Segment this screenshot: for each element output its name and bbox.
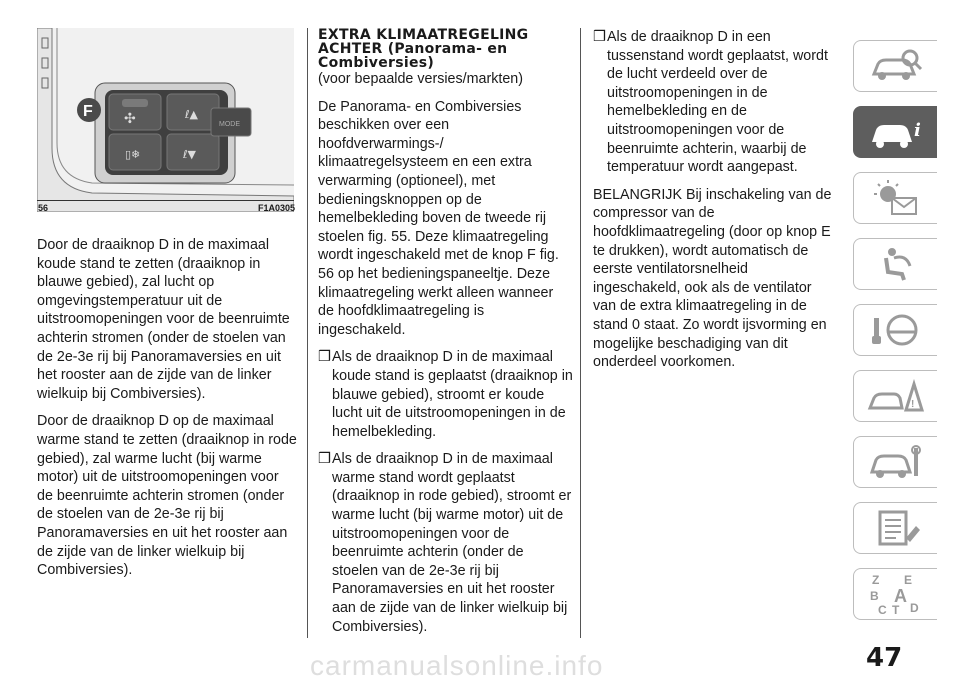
figure-code: F1A0305 — [258, 203, 296, 213]
car-info-icon — [866, 112, 926, 152]
list-item-text: Als de draaiknop D in de maximaal koude stand is geplaatst (draaiknop in blauwe gebied), stroomt er koude lucht uit de uitstroomopeningen in de hemelbekleding. — [332, 349, 573, 440]
index-letter: T — [891, 603, 899, 616]
figure-number: 56 — [38, 203, 49, 213]
car-breakdown-icon — [866, 376, 926, 416]
important-note: BELANGRIJK Bij inschakeling van de compressor van de hoofdklimaatregeling (door op knop E te drukken), wordt automatisch de eerste ventilatorsnelheid ingeschakeld, ook als de ventilator van de extra klimaatregeling in de stand 0 staat. Zo wordt ijsvorming en mogelijke beschadiging van dit onderdeel voorkomen. — [593, 186, 832, 371]
figure-control-panel — [37, 28, 294, 212]
column-1 — [37, 236, 297, 589]
svg-text:ℓ▲: ℓ▲ — [185, 108, 199, 121]
index-letter: C — [877, 603, 887, 616]
list-item — [318, 450, 573, 636]
control-panel-illustration — [37, 28, 294, 212]
car-service-icon — [866, 442, 926, 482]
page-number: 47 — [866, 643, 903, 673]
svg-text:▯❄: ▯❄ — [125, 148, 141, 161]
tab-emergency[interactable] — [853, 370, 937, 422]
figure-divider — [37, 200, 294, 201]
column-divider — [580, 28, 581, 638]
bullet-marker: ❒ — [318, 349, 331, 366]
index-letter: A — [893, 586, 907, 606]
intro-paragraph: De Panorama- en Combiversies beschikken over een hoofdverwarmings-/ klimaatregelsysteem en een extra verwarming (optioneel), met bedieningsknoppen op de hemelbekleding boven de tweede rij stoelen fig. 55. Deze klimaatregeling wordt ingeschakeld met de knop F fig. 56 op het bedieningspaneeltje. Deze klimaatregeling werkt alleen wanneer de hoofdklimaatregeling is ingeschakeld. — [318, 98, 559, 338]
svg-text:!: ! — [910, 399, 914, 410]
chapter-sidebar — [853, 40, 937, 634]
technical-data-icon — [866, 508, 926, 548]
section-subheading: (voor bepaalde versies/markten) — [318, 71, 524, 87]
index-letter: Z — [871, 573, 879, 587]
column-3 — [593, 28, 838, 381]
list-item — [318, 348, 573, 441]
index-letter: D — [909, 601, 919, 615]
column-2 — [318, 28, 573, 645]
steering-wheel-key-icon — [866, 310, 926, 350]
index-letter: B — [869, 589, 879, 603]
bullet-marker: ❒ — [318, 451, 331, 468]
tab-safety[interactable] — [853, 238, 937, 290]
column-divider — [307, 28, 308, 638]
tab-car-info[interactable] — [853, 106, 937, 158]
svg-text:ℓ▼: ℓ▼ — [183, 148, 197, 161]
callout-f: F — [83, 103, 93, 120]
seat-airbag-icon — [866, 244, 926, 284]
tab-technical-data[interactable] — [853, 502, 937, 554]
paragraph-warm: Door de draaiknop D op de maximaal warme stand te zetten (draaiknop in rode gebied), zal warme lucht (bij warme motor) uit de uitstroomopeningen voor de beenruimte achterin stromen (onder de stoelen van de 2e-3e rij bij Panoramaversies en uit het rooster aan de zijde van de linker wielkuip bij Combiversies). — [37, 413, 297, 579]
list-item — [593, 28, 838, 177]
tab-getting-to-know[interactable] — [853, 40, 937, 92]
svg-text:✣: ✣ — [124, 111, 136, 127]
alphabet-index-icon — [866, 572, 926, 616]
mode-button-label: MODE — [219, 121, 240, 128]
tab-warning-lights[interactable] — [853, 172, 937, 224]
tab-starting-driving[interactable] — [853, 304, 937, 356]
list-item-text: Als de draaiknop D in een tussenstand wordt geplaatst, wordt de lucht verdeeld over de uitstroomopeningen in de hemelbekleding en de uitstroomopeningen voor de beenruimte achterin, waarbij de temperatuur wordt aangepast. — [607, 29, 828, 176]
tab-maintenance[interactable] — [853, 436, 937, 488]
tab-index[interactable] — [853, 568, 937, 620]
section-heading: EXTRA KLIMAATREGELING ACHTER (Panorama- en Combiversies) — [318, 27, 529, 71]
car-search-icon — [866, 46, 926, 86]
bullet-marker: ❒ — [593, 29, 606, 45]
warning-light-message-icon — [866, 178, 926, 218]
list-item-text: Als de draaiknop D in de maximaal warme stand wordt geplaatst (draaiknop in rode gebied), stroomt er warme lucht (bij warme motor) uit de uitstroomopeningen voor de beenruimte achterin (onder de stoelen van de 2e-3e rij bij Panoramaversies en uit het rooster aan de zijde van de linker wielkuip bij Combiversies). — [332, 451, 572, 635]
watermark: carmanualsonline.info — [310, 650, 604, 681]
svg-text:i: i — [913, 120, 921, 141]
index-letter: E — [903, 573, 912, 587]
paragraph-cold: Door de draaiknop D in de maximaal koude stand te zetten (draaiknop in blauwe gebied), zal lucht op omgevingstemperatuur uit de uitstroomopeningen voor de beenruimte achterin stromen (onder de stoelen van de 2e-3e rij bij Panoramaversies en uit het rooster aan de zijde van de linker wielkuip bij Combiversies). — [37, 237, 290, 402]
